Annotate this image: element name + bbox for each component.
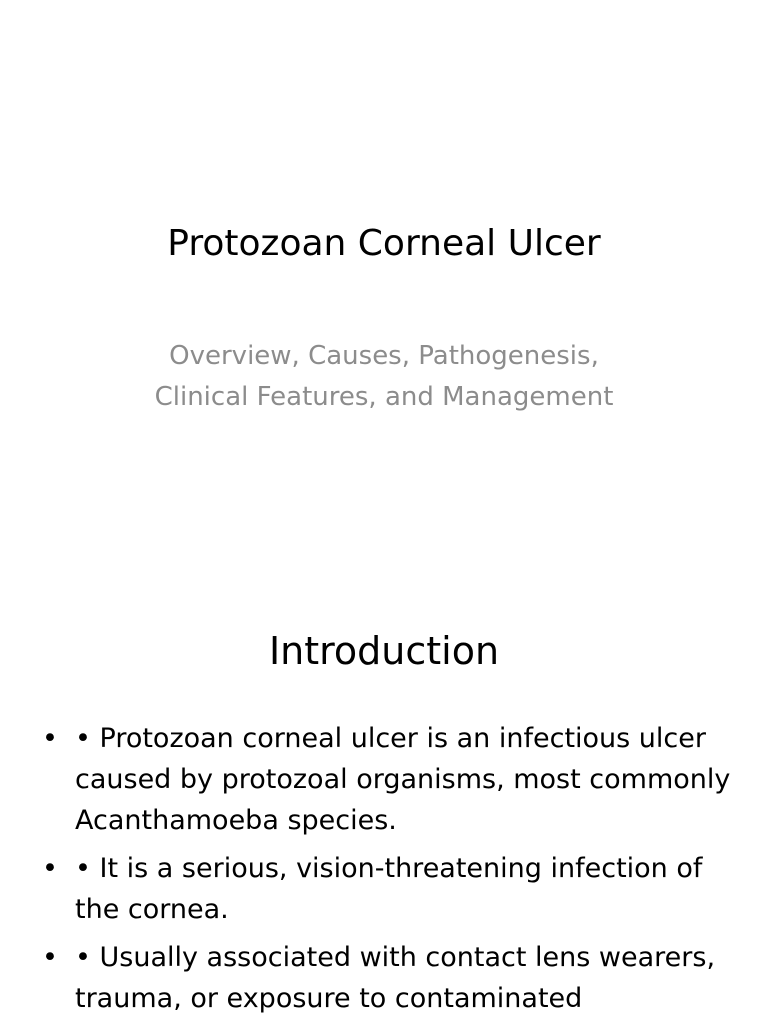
- bullet-item: [38, 848, 738, 930]
- subtitle-line: Clinical Features, and Management: [154, 382, 614, 412]
- bullet-item: [38, 718, 738, 841]
- bullet-text: • Protozoan corneal ulcer is an infectious ulcer caused by protozoal organisms, most commonly Acanthamoeba species.: [75, 723, 731, 836]
- bullet-item: [38, 937, 738, 1019]
- subtitle-line: Overview, Causes, Pathogenesis,: [169, 341, 599, 371]
- bullet-marker: •: [42, 853, 58, 884]
- bullet-marker: •: [42, 942, 58, 973]
- slide-title: Introduction: [268, 629, 500, 673]
- slide-title: Protozoan Corneal Ulcer: [167, 223, 601, 264]
- bullet-text: • Usually associated with contact lens wearers, trauma, or exposure to contaminated: [75, 942, 716, 1014]
- slide-subtitle: [0, 336, 768, 418]
- bullet-text: • It is a serious, vision-threatening infection of the cornea.: [75, 853, 703, 925]
- bullet-list: [38, 718, 738, 1024]
- introduction-slide: [0, 576, 768, 1024]
- bullet-marker: •: [42, 723, 58, 754]
